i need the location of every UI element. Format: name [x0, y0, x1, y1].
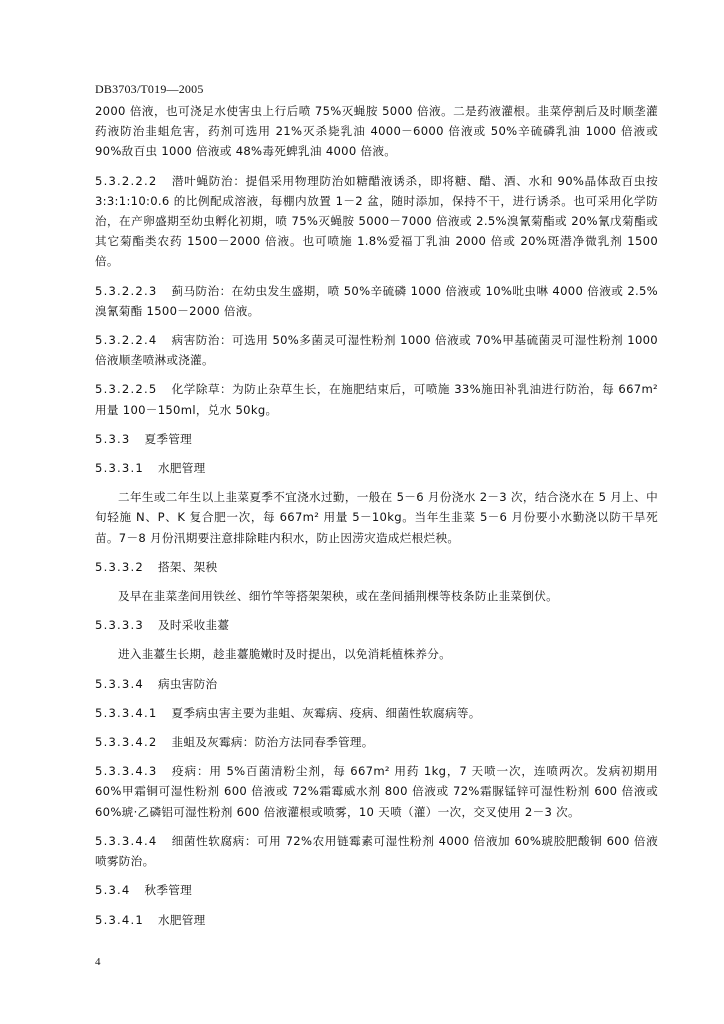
heading-5-3-4-1 — [95, 910, 658, 930]
document-body — [95, 101, 658, 930]
clause-5-3-3-4-1 — [95, 703, 658, 723]
page-number: 4 — [95, 956, 101, 968]
clause-number: 5.3.2.2.2 — [95, 173, 158, 188]
heading-text: 夏季管理 — [144, 431, 193, 446]
heading-5-3-3 — [95, 429, 658, 449]
clause-number: 5.3.3.4.2 — [95, 735, 158, 750]
clause-number: 5.3.2.2.4 — [95, 333, 158, 348]
heading-text: 病虫害防治 — [157, 676, 218, 691]
clause-5-3-2-2-3 — [95, 281, 658, 321]
clause-text: 韭蛆及灰霉病：防治方法同春季管理。 — [171, 735, 374, 750]
clause-5-3-2-2-4 — [95, 330, 658, 370]
clause-5-3-3-4-3 — [95, 761, 658, 822]
clause-number: 5.3.4 — [95, 883, 131, 898]
clause-text: 夏季病虫害主要为韭蛆、灰霉病、疫病、细菌性软腐病等。 — [171, 705, 481, 720]
heading-text: 水肥管理 — [157, 912, 206, 927]
clause-text: 细菌性软腐病：可用 72%农用链霉素可湿性粉剂 4000 倍液加 60%琥胶肥酸铜 600 倍液喷雾防治。 — [95, 833, 658, 869]
heading-text: 及时采收韭薹 — [157, 618, 230, 633]
clause-5-3-3-4-4 — [95, 831, 658, 871]
clause-number: 5.3.3.4.3 — [95, 764, 158, 779]
clause-text: 蓟马防治：在幼虫发生盛期，喷 50%辛硫磷 1000 倍液或 10%吡虫啉 4000 倍液或 2.5%溴氰菊酯 1500－2000 倍液。 — [95, 283, 658, 318]
clause-number: 5.3.3.4 — [95, 676, 144, 691]
heading-5-3-3-2 — [95, 557, 658, 577]
clause-5-3-2-2-5 — [95, 379, 658, 419]
clause-5-3-2-2-2 — [95, 171, 658, 272]
clause-number: 5.3.3.3 — [95, 618, 144, 633]
paragraph: 二年生或二年生以上韭菜夏季不宜浇水过勤，一般在 5－6 月份浇水 2－3 次，结合浇水在 5 月上、中旬轻施 N、P、K 复合肥一次，每 667m² 用量 5－10kg。当年生韭菜 5－6 月份要小水勤浇以防干旱死苗。7－8 月份汛期要注意排除畦内积水，防止因涝灾造成烂根烂秧。 — [95, 490, 658, 545]
paragraph: 进入韭薹生长期，趁韭薹脆嫩时及时提出，以免消耗植株养分。 — [118, 647, 452, 662]
standard-number: DB3703/T019—2005 — [95, 82, 204, 96]
clause-number: 5.3.3.2 — [95, 559, 144, 574]
heading-5-3-3-3 — [95, 615, 658, 635]
paragraph: 2000 倍液，也可浇足水使害虫上行后喷 75%灭蝇胺 5000 倍液。二是药液灌根。韭菜停割后及时顺垄灌药液防治韭蛆危害，药剂可选用 21%灭杀毙乳油 4000－6000 倍液或 50%辛硫磷乳油 1000 倍液或 90%敌百虫 1000 倍液或 48%毒死蜱乳油 4000 倍液。 — [95, 104, 658, 159]
clause-number: 5.3.3.4.4 — [95, 833, 158, 848]
heading-5-3-4 — [95, 880, 658, 900]
clause-5-3-3-4-2 — [95, 732, 658, 752]
clause-text: 潜叶蝇防治：提倡采用物理防治如糖醋液诱杀，即将糖、醋、酒、水和 90%晶体敌百虫按 3:3:1:10:0.6 的比例配成溶液，每棚内放置 1－2 盆，随时添加，保持不干，进行诱杀。也可采用化学防治，在产卵盛期至幼虫孵化初期，喷 75%灭蝇胺 5000－7000 倍液或 2.5%溴氰菊酯或 20%氰戊菊酯或其它菊酯类农药 1500－2000 倍液。也可喷施 1.8%爱福丁乳油 2000 倍或 20%斑潜净微乳剂 1500 倍。 — [95, 173, 658, 269]
clause-number: 5.3.2.2.5 — [95, 382, 158, 397]
clause-number: 5.3.3 — [95, 431, 131, 446]
heading-5-3-3-1 — [95, 458, 658, 478]
clause-number: 5.3.4.1 — [95, 912, 144, 927]
heading-text: 秋季管理 — [144, 883, 193, 898]
heading-text: 水肥管理 — [157, 461, 206, 476]
clause-number: 5.3.2.2.3 — [95, 283, 158, 298]
paragraph: 及早在韭菜垄间用铁丝、细竹竿等搭架架秧，或在垄间插荆棵等枝条防止韭菜倒伏。 — [118, 589, 559, 604]
heading-text: 搭架、架秧 — [157, 559, 218, 574]
clause-text: 化学除草：为防止杂草生长，在施肥结束后，可喷施 33%施田补乳油进行防治，每 667m² 用量 100－150ml，兑水 50kg。 — [95, 382, 658, 417]
clause-text: 疫病：用 5%百菌清粉尘剂，每 667m² 用药 1kg，7 天喷一次，连喷两次。发病初期用 60%甲霜铜可湿性粉剂 600 倍液或 72%霜霉威水剂 800 倍液或 72%霜脲锰锌可湿性粉剂 600 倍液或 60%琥·乙磷铝可湿性粉剂 600 倍液灌根或喷雾，10 天喷（灌）一次，交叉使用 2－3 次。 — [95, 764, 658, 819]
clause-text: 病害防治：可选用 50%多菌灵可湿性粉剂 1000 倍液或 70%甲基硫菌灵可湿性粉剂 1000 倍液顺垄喷淋或浇灌。 — [95, 333, 658, 368]
heading-5-3-3-4 — [95, 674, 658, 694]
clause-number: 5.3.3.1 — [95, 461, 144, 476]
clause-number: 5.3.3.4.1 — [95, 705, 158, 720]
